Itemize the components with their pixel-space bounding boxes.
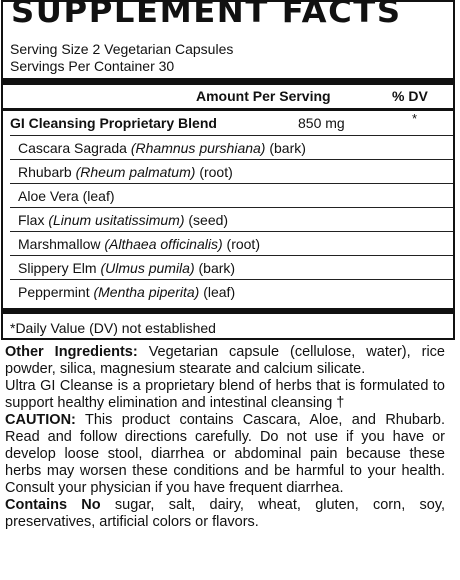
- ingredient-row: Marshmallow (Althaea officinalis) (root): [18, 236, 260, 252]
- ingredient-row: Rhubarb (Rheum palmatum) (root): [18, 164, 233, 180]
- thick-divider: [3, 308, 453, 314]
- blend-amount: 850 mg: [298, 115, 345, 131]
- blend-dv: *: [412, 111, 418, 126]
- row-divider: [10, 207, 453, 208]
- ingredient-row: Slippery Elm (Ulmus pumila) (bark): [18, 260, 236, 276]
- thick-divider: [3, 78, 453, 85]
- ingredient-row: Peppermint (Mentha piperita) (leaf): [18, 284, 236, 300]
- row-divider: [10, 135, 453, 136]
- ingredient-row: Flax (Linum usitatissimum) (seed): [18, 212, 229, 228]
- daily-value-footnote: *Daily Value (DV) not established: [10, 320, 216, 336]
- row-divider: [10, 231, 453, 232]
- servings-per-container: Servings Per Container 30: [10, 58, 175, 74]
- label-text: [5, 344, 445, 531]
- row-divider: [10, 279, 453, 280]
- amount-per-serving-header: Amount Per Serving: [196, 88, 331, 104]
- dv-header: % DV: [392, 88, 428, 104]
- supplement-facts-panel: [1, 0, 455, 340]
- row-divider: [10, 159, 453, 160]
- row-divider: [10, 183, 453, 184]
- other-ingredients: Other Ingredients: Vegetarian capsule (cellulose, water), rice powder, silica, magnesium stearate and calcium silicate.: [5, 344, 445, 377]
- blend-name: GI Cleansing Proprietary Blend: [10, 115, 217, 131]
- ingredient-row: Cascara Sagrada (Rhamnus purshiana) (bark): [18, 140, 306, 156]
- caution-statement: CAUTION: This product contains Cascara, Aloe, and Rhubarb. Read and follow directions carefully. Do not use if you have or develop loose stool, diarrhea or abdominal pain because these herbs may worsen these conditions and be harmful to your health. Consult your physician if you have frequent diarrhea.: [5, 412, 445, 496]
- ingredient-row: Aloe Vera (leaf): [18, 188, 115, 204]
- serving-size: Serving Size 2 Vegetarian Capsules: [10, 41, 234, 57]
- product-description: Ultra GI Cleanse is a proprietary blend of herbs that is formulated to support healthy elimination and intestinal cleansing †: [5, 378, 445, 411]
- row-divider: [10, 255, 453, 256]
- panel-title: SUPPLEMENT FACTS: [11, 0, 402, 30]
- medium-divider: [3, 108, 453, 111]
- contains-no-statement: Contains No sugar, salt, dairy, wheat, gluten, corn, soy, preservatives, artificial colors or flavors.: [5, 497, 446, 530]
